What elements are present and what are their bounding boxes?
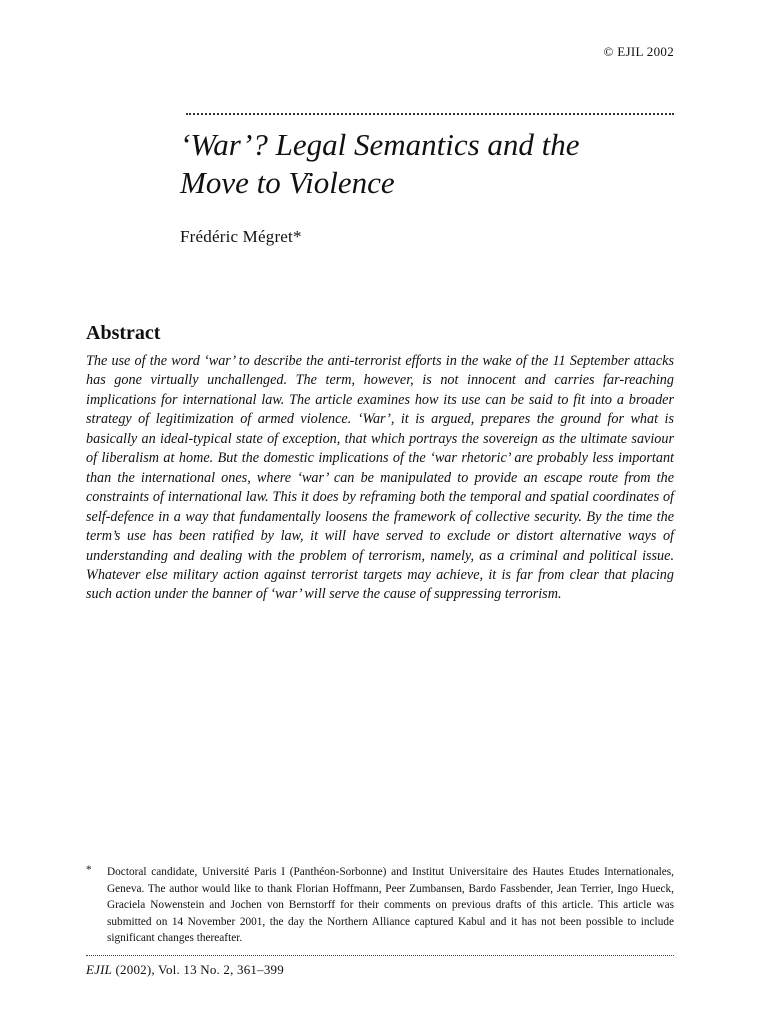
article-title — [180, 126, 700, 202]
footnote — [86, 864, 674, 947]
title-divider — [186, 113, 674, 115]
article-title-line-1: ‘War’? Legal Semantics and the — [180, 127, 580, 162]
abstract-heading: Abstract — [86, 322, 161, 344]
journal-name: EJIL — [86, 962, 113, 977]
article-title-line-2: Move to Violence — [180, 165, 395, 200]
citation-details: (2002), Vol. 13 No. 2, 361–399 — [112, 962, 284, 977]
abstract-text: The use of the word ‘war’ to describe the anti-terrorist efforts in the wake of the 11 September attacks has gone virtually unchallenged. The term, however, is not innocent and carries far-reaching implications for international law. The article examines how its use can be said to fit into a broader strategy of legitimization of armed violence. ‘War’, it is argued, prepares the ground for what is basically an ideal-typical state of exception, that which portrays the sovereign as the ultimate saviour of liberalism at home. But the domestic implications of the ‘war rhetoric’ are probably less important than the international ones, where ‘war’ can be manipulated to provide an escape route from the constraints of international law. This it does by reframing both the temporal and spatial coordinates of self-defence in a way that fundamentally loosens the framework of collective security. By the time the term’s use has been ratified by law, it will have served to exclude or distort alternative ways of understanding and dealing with the problem of terrorism, namely, as a criminal and political issue. Whatever else military action against terrorist targets may achieve, it is far from clear that placing such action under the banner of ‘war’ will serve the cause of suppressing terrorism. — [86, 353, 674, 603]
copyright-notice: © EJIL 2002 — [603, 44, 674, 59]
author-name: Frédéric Mégret* — [180, 227, 302, 246]
journal-citation — [86, 962, 284, 978]
footer-divider — [86, 955, 674, 956]
footnote-text: Doctoral candidate, Université Paris I (Panthéon-Sorbonne) and Institut Universitaire des Hautes Etudes Internationales, Geneva. The author would like to thank Florian Hoffmann, Peer Zumbansen, Bardo Fassbender, Jean Terrier, Ingo Hueck, Graciela Nowenstein and Jochen von Bernstorff for their comments on previous drafts of this article. This article was submitted on 14 November 2001, the day the Northern Alliance captured Kabul and it has not been possible to include significant changes thereafter. — [107, 866, 674, 945]
footnote-marker: * — [86, 864, 92, 876]
